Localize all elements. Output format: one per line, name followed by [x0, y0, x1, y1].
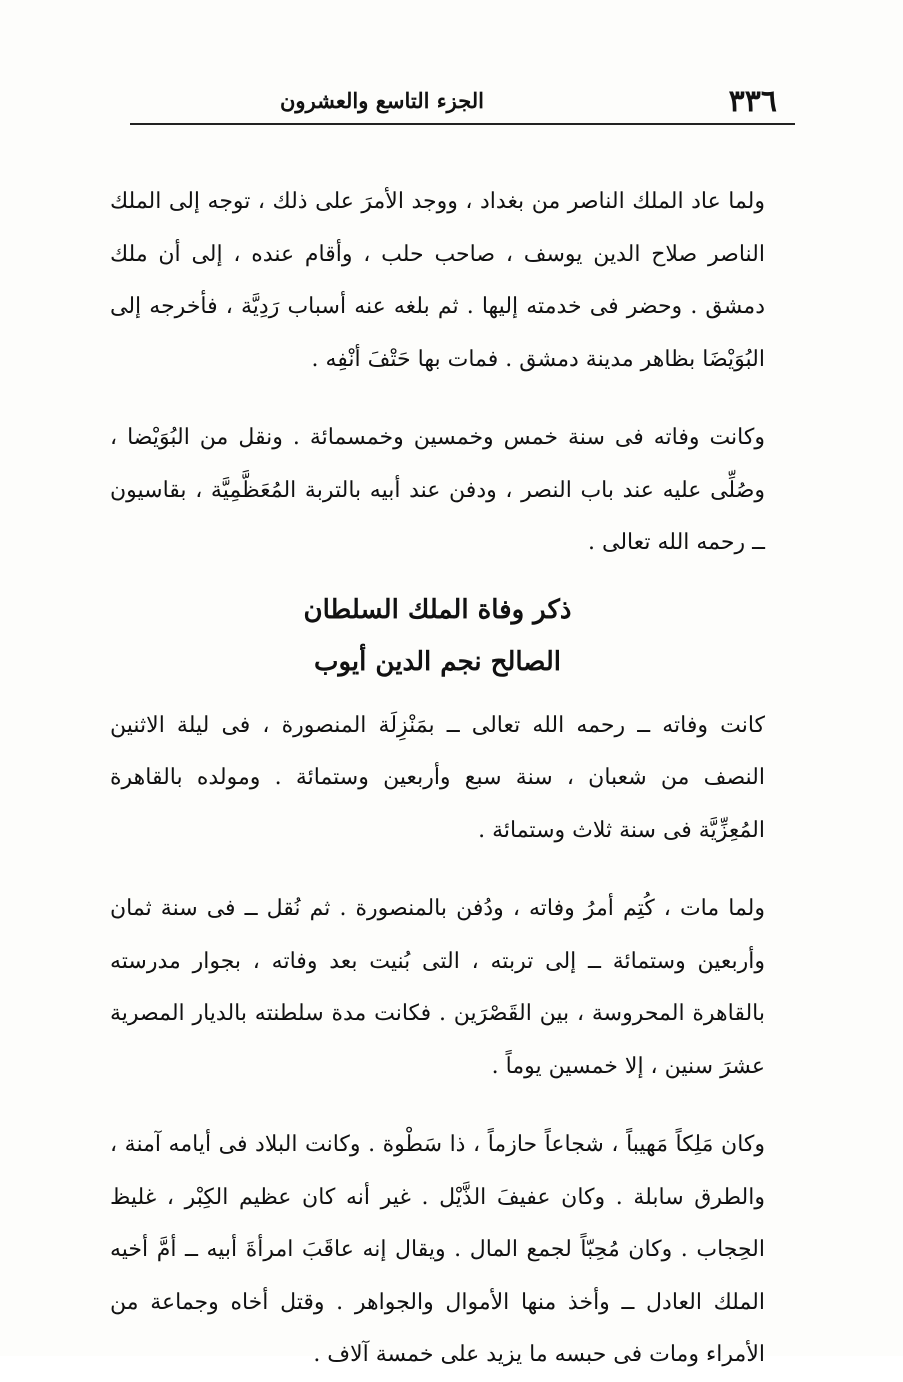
section-heading-line-1: ذكر وفاة الملك السلطان [303, 594, 572, 625]
header-divider [130, 123, 795, 125]
paragraph-gap [110, 1093, 765, 1119]
section-heading [110, 570, 765, 700]
paragraph: وكانت وفاته فى سنة خمس وخمسين وخمسمائة . ونقل من البُوَيْضا ، وصُلِّى عليه عند باب النصر ، ودفن عند أبيه بالتربة المُعَظَّمِيَّة ، بقاسيون ــ رحمه الله تعالى . [110, 425, 765, 555]
paragraph-gap [110, 857, 765, 883]
main-text [110, 176, 765, 1382]
page-header [130, 78, 795, 124]
paragraph: ولما مات ، كُتِم أمرُ وفاته ، ودُفن بالمنصورة . ثم نُقل ــ فى سنة ثمان وأربعين وستمائة ــ إلى تربته ، التى بُنيت بعد وفاته ، بجوار مدرسته بالقاهرة المحروسة ، بين القَصْرَين . فكانت مدة سلطنته بالديار المصرية عشرَ سنين ، إلا خمسين يوماً . [110, 896, 765, 1079]
page-number: ٣٣٦ [728, 84, 777, 119]
paragraph: كانت وفاته ــ رحمه الله تعالى ــ بمَنْزِلَة المنصورة ، فى ليلة الاثنين النصف من شعبان ، سنة سبع وأربعين وستمائة . ومولده بالقاهرة المُعِزِّيَّة فى سنة ثلاث وستمائة . [110, 712, 765, 843]
paragraph: ولما عاد الملك الناصر من بغداد ، ووجد الأمرَ على ذلك ، توجه إلى الملك الناصر صلاح الدين يوسف ، صاحب حلب ، وأقام عنده ، إلى أن ملك دمشق . وحضر فى خدمته إليها . ثم بلغه عنه أسباب رَدِيَّة ، فأخرجه إلى البُوَيْضَا بظاهر مدينة دمشق . فمات بها حَتْفَ أنْفِه . [110, 189, 765, 372]
paragraph: وكان مَلِكاً مَهيباً ، شجاعاً حازماً ، ذا سَطْوة . وكانت البلاد فى أيامه آمنة ، والطرق سابلة . وكان عفيفَ الذَّيْل . غير أنه كان عظيم الكِبْر ، غليظ الحِجاب . وكان مُحِبّاً لجمع المال . ويقال إنه عاقَبَ امرأةَ أبيه ــ أمَّ أخيه الملك العادل ــ وأخذ منها الأموال والجواهر . وقتل أخاه وجماعة من الأمراء ومات فى حبسه ما يزيد على خمسة آلاف . [110, 1132, 765, 1367]
running-title: الجزء التاسع والعشرون [280, 88, 485, 113]
section-heading-line-2: الصالح نجم الدين أيوب [314, 646, 561, 677]
paragraph-gap [110, 386, 765, 412]
